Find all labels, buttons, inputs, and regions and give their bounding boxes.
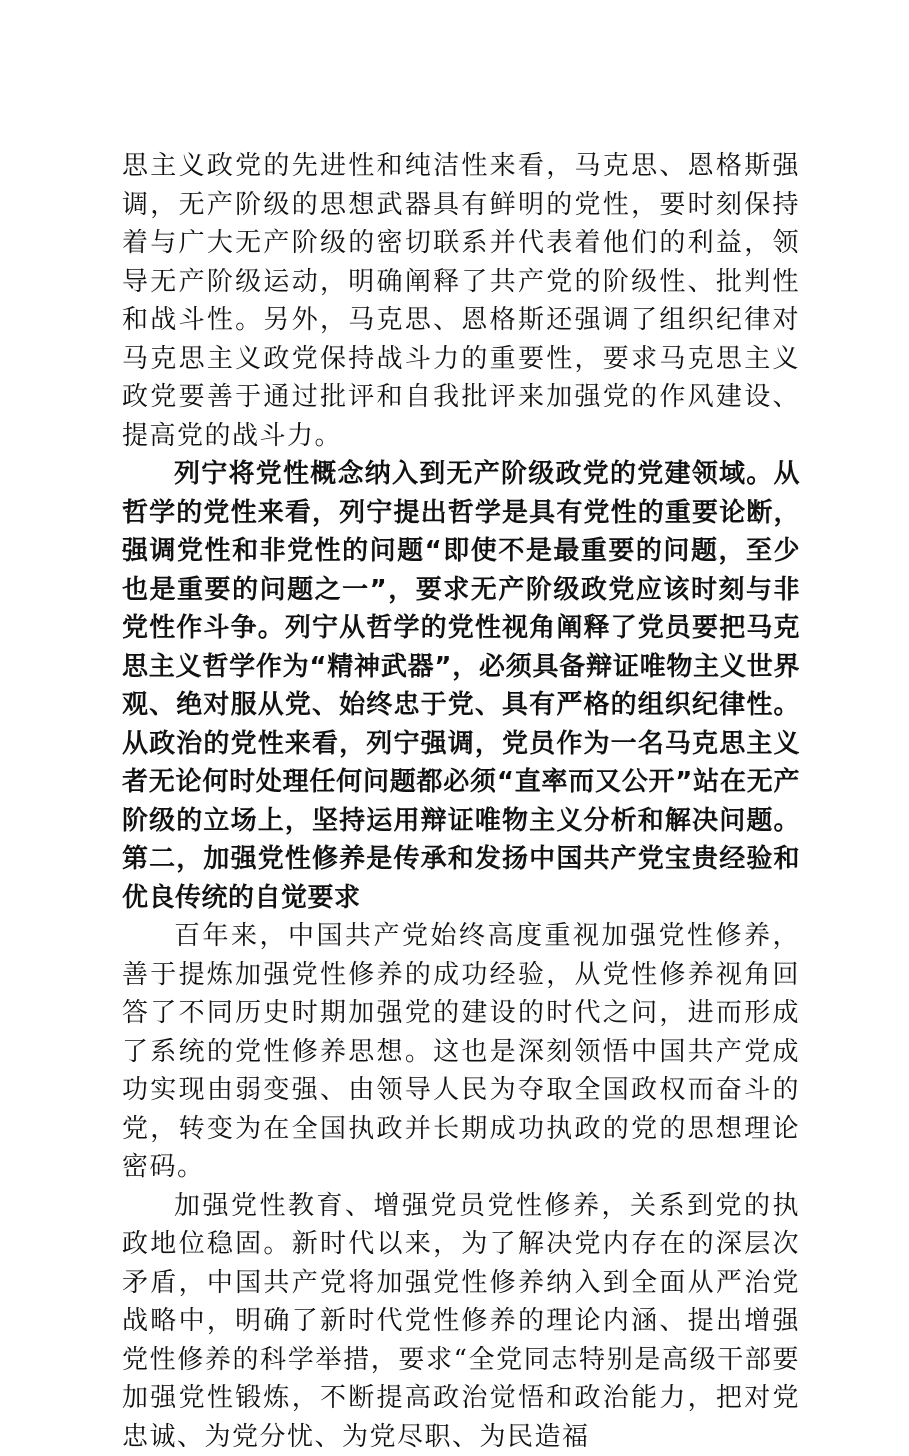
document-body <box>122 147 800 1456</box>
paragraph-party-education: 加强党性教育、增强党员党性修养，关系到党的执政地位稳固。新时代以来，为了解决党内存在的深层次矛盾，中国共产党将加强党性修养纳入到全面从严治党战略中，明确了新时代党性修养的理论内涵、提出增强党性修养的科学举措，要求“全党同志特别是高级干部要加强党性锻炼，不断提高政治觉悟和政治能力，把对党忠诚、为党分忧、为党尽职、为民造福 <box>122 1187 800 1456</box>
paragraph-century-experience: 百年来，中国共产党始终高度重视加强党性修养，善于提炼加强党性修养的成功经验，从党性修养视角回答了不同历史时期加强党的建设的时代之问，进而形成了系统的党性修养思想。这也是深刻领悟中国共产党成功实现由弱变强、由领导人民为夺取全国政权而奋斗的党，转变为在全国执政并长期成功执政的党的思想理论密码。 <box>122 917 800 1187</box>
paragraph-marxism-party: 思主义政党的先进性和纯洁性来看，马克思、恩格斯强调，无产阶级的思想武器具有鲜明的党性，要时刻保持着与广大无产阶级的密切联系并代表着他们的利益，领导无产阶级运动，明确阐释了共产党的阶级性、批判性和战斗性。另外，马克思、恩格斯还强调了组织纪律对马克思主义政党保持战斗力的重要性，要求马克思主义政党要善于通过批评和自我批评来加强党的作风建设、提高党的战斗力。 <box>122 147 800 455</box>
paragraph-lenin-party-spirit: 列宁将党性概念纳入到无产阶级政党的党建领域。从哲学的党性来看，列宁提出哲学是具有党性的重要论断，强调党性和非党性的问题“即使不是最重要的问题，至少也是重要的问题之一”，要求无产阶级政党应该时刻与非党性作斗争。列宁从哲学的党性视角阐释了党员要把马克思主义哲学作为“精神武器”，必须具备辩证唯物主义世界观、绝对服从党、始终忠于党、具有严格的组织纪律性。从政治的党性来看，列宁强调，党员作为一名马克思主义者无论何时处理任何问题都必须“直率而又公开”站在无产阶级的立场上，坚持运用辩证唯物主义分析和解决问题。第二，加强党性修养是传承和发扬中国共产党宝贵经验和优良传统的自觉要求 <box>122 455 800 917</box>
